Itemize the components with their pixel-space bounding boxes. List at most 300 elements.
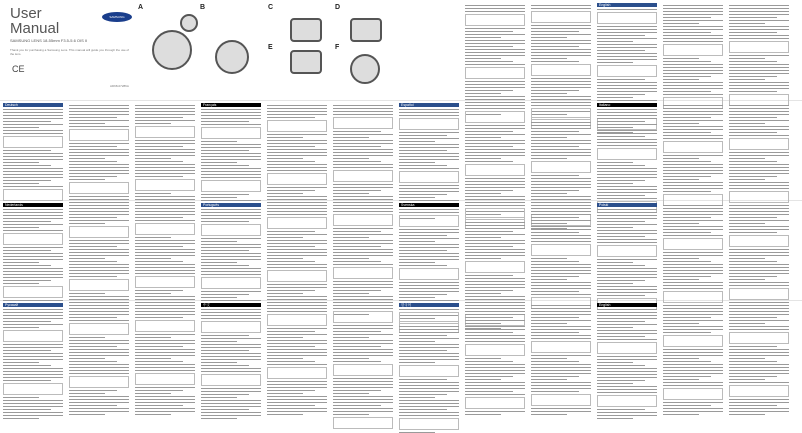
text-line	[399, 197, 435, 198]
text-line	[663, 41, 723, 42]
text-line	[399, 294, 447, 295]
text-line	[69, 208, 129, 209]
text-line	[267, 331, 315, 332]
spec-table	[465, 261, 525, 273]
text-line	[597, 274, 657, 275]
text-line	[597, 321, 645, 322]
text-line	[729, 276, 777, 277]
text-line	[531, 370, 591, 371]
text-line	[333, 352, 393, 353]
text-line	[597, 100, 657, 101]
text-line	[531, 37, 567, 38]
text-line	[3, 283, 39, 284]
text-line	[663, 214, 723, 215]
text-line	[267, 199, 327, 200]
text-line	[531, 214, 591, 215]
text-line	[333, 240, 393, 241]
text-line	[531, 205, 591, 206]
text-line	[135, 237, 171, 238]
text-line	[531, 131, 579, 132]
text-line	[69, 246, 117, 247]
text-line	[3, 347, 63, 348]
text-line	[135, 299, 195, 300]
text-line	[69, 355, 129, 356]
text-line	[465, 255, 525, 256]
text-line	[201, 121, 249, 122]
spec-table	[69, 182, 129, 194]
text-line	[531, 317, 579, 318]
text-line	[135, 343, 195, 344]
text-line	[465, 317, 513, 318]
text-line	[333, 190, 381, 191]
text-column	[267, 203, 327, 297]
text-line	[267, 143, 327, 144]
text-line	[465, 290, 513, 291]
text-line	[399, 247, 459, 248]
text-line	[3, 165, 51, 166]
text-line	[729, 311, 789, 312]
text-line	[663, 405, 711, 406]
text-line	[729, 282, 789, 283]
text-line	[729, 164, 789, 165]
text-line	[663, 85, 723, 86]
text-line	[465, 237, 501, 238]
text-line	[663, 58, 699, 59]
text-line	[69, 299, 129, 300]
spec-table	[531, 11, 591, 23]
text-line	[399, 235, 447, 236]
text-line	[399, 391, 459, 392]
text-line	[729, 29, 789, 30]
text-line	[333, 281, 393, 282]
text-column	[663, 3, 723, 97]
text-line	[201, 415, 261, 416]
text-line	[531, 46, 579, 47]
text-line	[399, 241, 435, 242]
text-line	[597, 233, 657, 234]
text-line	[201, 359, 261, 360]
text-line	[69, 164, 129, 165]
text-line	[465, 61, 513, 62]
spec-table	[597, 342, 657, 354]
text-line	[465, 284, 525, 285]
text-line	[465, 158, 501, 159]
text-line	[3, 359, 63, 360]
text-line	[333, 255, 393, 256]
text-line	[729, 14, 789, 15]
text-line	[267, 411, 327, 412]
figure-d-label: D	[335, 4, 341, 11]
text-line	[531, 28, 591, 29]
spec-table	[135, 126, 195, 138]
text-line	[729, 132, 777, 133]
text-line	[465, 37, 501, 38]
text-line	[3, 153, 63, 154]
text-line	[597, 389, 657, 390]
text-line	[663, 355, 723, 356]
text-line	[465, 49, 525, 50]
text-line	[135, 140, 195, 141]
text-line	[135, 290, 183, 291]
text-line	[201, 221, 249, 222]
spec-table	[267, 120, 327, 132]
text-line	[597, 44, 657, 45]
text-line	[597, 230, 657, 231]
text-line	[465, 258, 501, 259]
text-line	[267, 396, 327, 397]
text-line	[729, 232, 777, 233]
text-line	[531, 90, 579, 91]
text-line	[465, 243, 525, 244]
text-line	[465, 275, 513, 276]
text-line	[663, 88, 723, 89]
text-line	[135, 123, 171, 124]
text-line	[267, 167, 327, 168]
text-line	[729, 258, 765, 259]
text-line	[3, 344, 63, 345]
text-line	[663, 364, 723, 365]
text-line	[729, 170, 789, 171]
text-line	[663, 32, 711, 33]
text-line	[69, 111, 129, 112]
text-line	[267, 414, 303, 415]
text-line	[663, 167, 723, 168]
text-line	[663, 182, 723, 183]
text-line	[399, 165, 447, 166]
text-line	[201, 209, 261, 210]
text-line	[663, 105, 723, 106]
text-line	[399, 409, 447, 410]
text-line	[333, 146, 381, 147]
text-line	[135, 364, 195, 365]
text-line	[531, 379, 567, 380]
text-column	[663, 203, 723, 297]
text-line	[333, 243, 393, 244]
text-line	[597, 392, 657, 393]
section-language-label: Deutsch	[5, 103, 18, 107]
text-line	[3, 365, 51, 366]
spec-table	[399, 215, 459, 227]
spec-table	[3, 330, 63, 342]
text-line	[135, 293, 171, 294]
text-line	[597, 130, 657, 131]
text-line	[663, 61, 711, 62]
spec-table	[729, 41, 789, 53]
text-line	[69, 370, 129, 371]
text-line	[333, 299, 393, 300]
text-line	[201, 244, 261, 245]
text-line	[729, 402, 789, 403]
text-line	[69, 393, 105, 394]
text-line	[663, 135, 723, 136]
text-line	[69, 126, 129, 127]
text-line	[597, 82, 657, 83]
text-line	[135, 164, 195, 165]
text-line	[465, 149, 525, 150]
text-line	[729, 414, 765, 415]
text-line	[597, 380, 645, 381]
text-line	[69, 293, 105, 294]
text-line	[333, 149, 393, 150]
figure-b-label: B	[200, 4, 206, 11]
text-line	[399, 259, 459, 260]
text-line	[729, 405, 777, 406]
text-line	[465, 184, 525, 185]
spec-table	[597, 148, 657, 160]
text-line	[399, 156, 459, 157]
text-line	[729, 370, 789, 371]
text-line	[729, 38, 789, 39]
text-line	[465, 411, 525, 412]
text-line	[333, 228, 393, 229]
spec-table	[69, 279, 129, 291]
text-line	[3, 183, 39, 184]
text-line	[69, 367, 129, 368]
text-line	[663, 308, 723, 309]
text-line	[465, 155, 525, 156]
text-line	[69, 337, 105, 338]
spec-table	[729, 235, 789, 247]
text-line	[597, 386, 657, 387]
text-line	[465, 134, 525, 135]
text-line	[69, 346, 117, 347]
text-line	[267, 187, 327, 188]
text-line	[465, 28, 525, 29]
text-line	[531, 217, 579, 218]
text-line	[333, 396, 393, 397]
text-line	[3, 368, 63, 369]
text-line	[465, 8, 525, 9]
text-line	[69, 108, 129, 109]
text-line	[729, 264, 789, 265]
text-line	[333, 187, 393, 188]
text-line	[597, 324, 657, 325]
spec-table	[597, 12, 657, 24]
text-line	[399, 162, 435, 163]
text-line	[69, 317, 117, 318]
text-line	[729, 205, 789, 206]
text-line	[267, 170, 327, 171]
text-line	[135, 105, 195, 106]
spec-table	[399, 312, 459, 324]
text-line	[465, 131, 513, 132]
section-language-label: Polski	[599, 203, 609, 207]
text-line	[729, 26, 789, 27]
text-line	[201, 171, 261, 172]
text-line	[3, 130, 63, 131]
text-line	[531, 49, 591, 50]
text-line	[333, 143, 393, 144]
text-line	[399, 232, 459, 233]
lens-cap-illustration	[180, 14, 198, 32]
text-line	[729, 176, 777, 177]
text-line	[465, 314, 525, 315]
text-line	[69, 305, 129, 306]
text-line	[729, 35, 789, 36]
text-line	[729, 5, 789, 6]
text-line	[597, 259, 657, 260]
text-line	[729, 305, 789, 306]
camera-illustration-d	[350, 18, 382, 42]
text-column	[597, 103, 657, 197]
text-line	[399, 400, 459, 401]
text-line	[465, 305, 525, 306]
text-line	[729, 58, 765, 59]
text-line	[597, 121, 645, 122]
spec-table	[69, 129, 129, 141]
text-line	[465, 385, 525, 386]
text-line	[465, 329, 525, 330]
text-line	[663, 155, 723, 156]
text-line	[69, 411, 129, 412]
text-line	[663, 94, 723, 95]
text-line	[267, 161, 315, 162]
text-line	[465, 414, 501, 415]
text-line	[531, 61, 579, 62]
text-line	[69, 258, 105, 259]
text-line	[333, 343, 393, 344]
text-column	[3, 303, 63, 397]
text-line	[399, 397, 435, 398]
text-line	[663, 67, 723, 68]
text-line	[597, 9, 657, 10]
text-line	[333, 152, 393, 153]
text-line	[267, 237, 303, 238]
text-line	[333, 184, 393, 185]
text-line	[597, 41, 633, 42]
text-line	[267, 349, 327, 350]
text-line	[597, 127, 633, 128]
spec-table	[729, 138, 789, 150]
spec-table	[201, 374, 261, 386]
text-line	[267, 267, 327, 268]
text-line	[597, 186, 657, 187]
text-line	[597, 330, 657, 331]
text-line	[531, 364, 591, 365]
text-line	[465, 308, 525, 309]
spec-table	[333, 417, 393, 429]
text-line	[597, 312, 657, 313]
text-line	[465, 361, 513, 362]
text-line	[465, 341, 525, 342]
text-line	[465, 335, 525, 336]
text-line	[135, 143, 195, 144]
text-line	[663, 320, 723, 321]
text-line	[3, 180, 51, 181]
text-line	[135, 402, 195, 403]
text-line	[531, 134, 591, 135]
section-header-bar	[399, 303, 459, 307]
text-line	[267, 384, 327, 385]
text-line	[69, 161, 117, 162]
text-line	[597, 262, 633, 263]
text-line	[201, 124, 261, 125]
text-line	[69, 146, 117, 147]
section-language-label: English	[599, 303, 611, 307]
camera-illustration-e	[290, 50, 322, 74]
text-line	[663, 311, 723, 312]
text-line	[597, 79, 645, 80]
text-line	[3, 227, 39, 228]
text-line	[729, 32, 777, 33]
text-line	[597, 209, 657, 210]
text-column	[531, 303, 591, 397]
text-line	[597, 239, 657, 240]
text-line	[465, 293, 501, 294]
text-line	[531, 279, 567, 280]
text-line	[135, 367, 195, 368]
text-line	[3, 150, 51, 151]
text-line	[135, 411, 195, 412]
figure-c-label: C	[268, 4, 274, 11]
text-line	[531, 78, 591, 79]
text-line	[663, 282, 723, 283]
text-line	[531, 158, 567, 159]
text-line	[729, 367, 789, 368]
text-line	[531, 320, 591, 321]
product-subtitle: SAMSUNG LENS 18-55mm F3.5-5.6 OIS II	[10, 38, 88, 43]
text-line	[597, 165, 645, 166]
text-line	[597, 136, 645, 137]
text-line	[729, 70, 789, 71]
text-line	[333, 158, 369, 159]
spec-table	[465, 164, 525, 176]
spec-table	[465, 67, 525, 79]
text-column	[465, 3, 525, 97]
text-line	[3, 415, 63, 416]
text-line	[531, 193, 567, 194]
text-line	[399, 209, 459, 210]
section-header-bar	[597, 3, 657, 7]
text-line	[597, 286, 657, 287]
text-line	[597, 85, 657, 86]
text-line	[663, 402, 723, 403]
text-line	[597, 88, 657, 89]
text-line	[135, 111, 195, 112]
text-column	[531, 103, 591, 197]
section-header-bar	[597, 303, 657, 307]
text-line	[663, 255, 723, 256]
text-line	[531, 8, 591, 9]
text-line	[69, 199, 129, 200]
text-line	[201, 391, 261, 392]
text-line	[729, 61, 777, 62]
text-line	[201, 350, 249, 351]
section-header-bar	[3, 303, 63, 307]
text-line	[729, 111, 789, 112]
spec-table	[399, 268, 459, 280]
text-line	[465, 376, 513, 377]
text-line	[333, 290, 381, 291]
text-line	[399, 329, 459, 330]
text-line	[729, 308, 789, 309]
text-column	[729, 103, 789, 197]
text-line	[465, 199, 525, 200]
text-line	[531, 81, 591, 82]
text-line	[663, 220, 723, 221]
text-line	[663, 79, 699, 80]
text-line	[3, 156, 63, 157]
text-line	[597, 97, 633, 98]
text-line	[531, 208, 591, 209]
text-line	[663, 305, 723, 306]
text-line	[729, 358, 765, 359]
text-line	[663, 173, 723, 174]
title-line-2: Manual	[10, 20, 60, 37]
section-header-bar	[399, 103, 459, 107]
text-line	[3, 168, 63, 169]
text-line	[597, 415, 657, 416]
